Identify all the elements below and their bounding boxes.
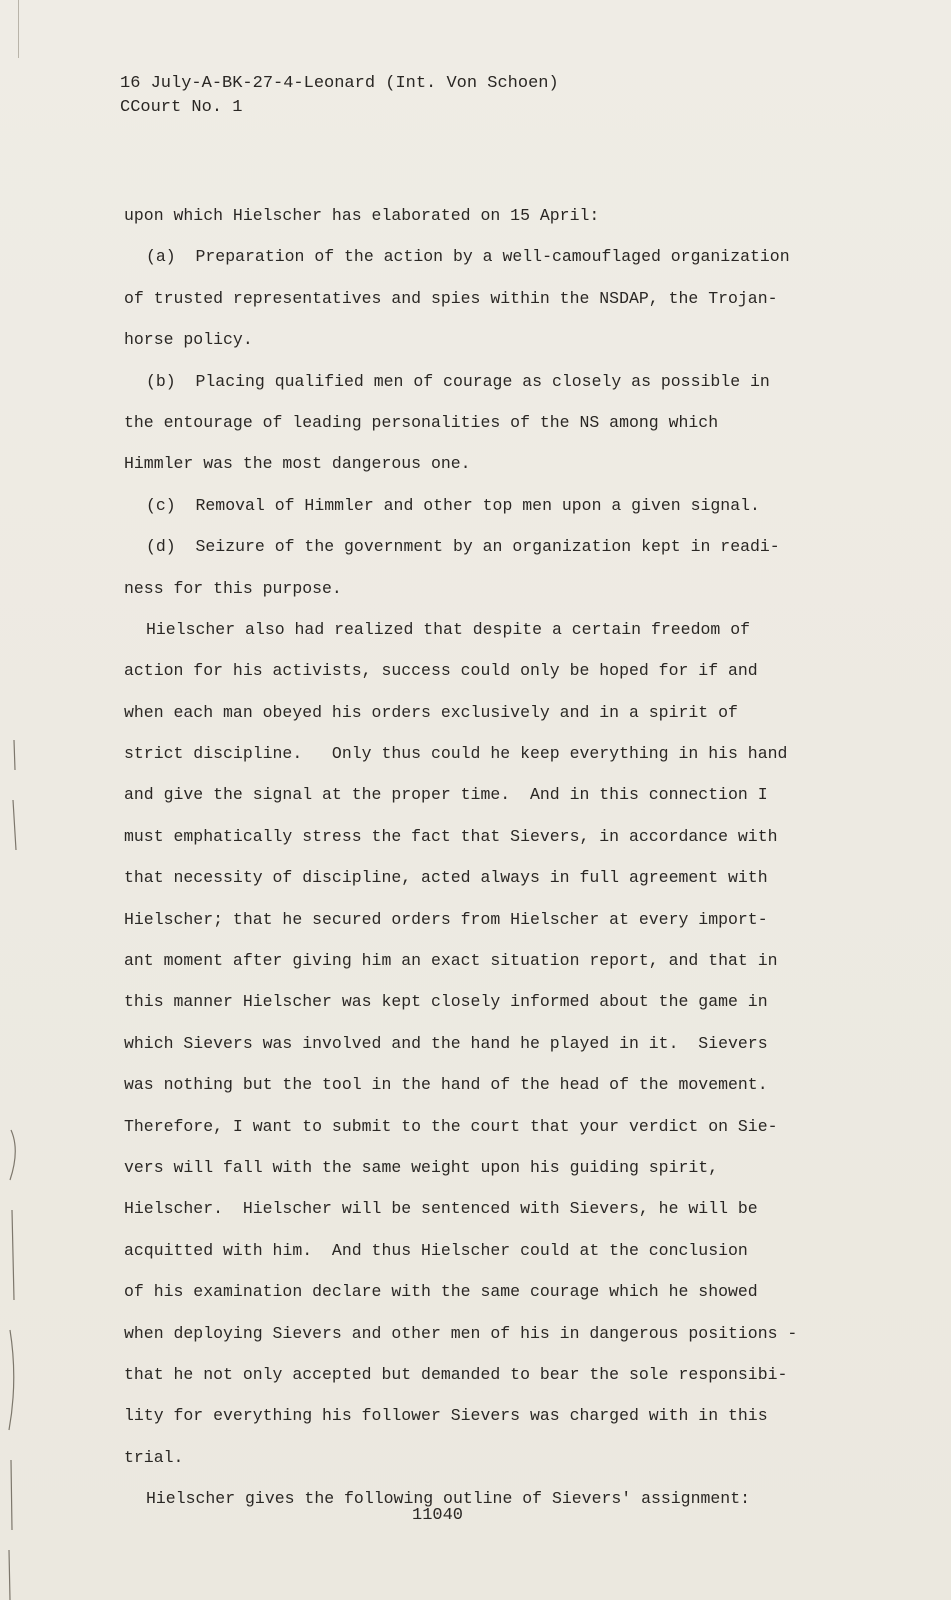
- text-line: Hielscher also had realized that despite a certain freedom of: [146, 619, 750, 639]
- text-line: when deploying Sievers and other men of his in dangerous positions -: [124, 1323, 798, 1343]
- text-line: ant moment after giving him an exact situation report, and that in: [124, 951, 778, 971]
- text-line: trial.: [124, 1447, 184, 1467]
- text-line: the entourage of leading personalities of the NS among which: [124, 412, 719, 432]
- text-line: Himmler was the most dangerous one.: [124, 454, 471, 474]
- document-header: [120, 72, 559, 120]
- text-line: which Sievers was involved and the hand he played in it. Sievers: [124, 1033, 768, 1053]
- text-line: strict discipline. Only thus could he keep everything in his hand: [124, 744, 788, 764]
- text-line: vers will fall with the same weight upon his guiding spirit,: [124, 1157, 719, 1177]
- text-line: (d) Seizure of the government by an organization kept in readi-: [146, 537, 780, 557]
- text-line: action for his activists, success could only be hoped for if and: [124, 661, 758, 681]
- text-line: when each man obeyed his orders exclusively and in a spirit of: [124, 702, 738, 722]
- text-line: Hielscher; that he secured orders from Hielscher at every import-: [124, 909, 768, 929]
- text-line: that he not only accepted but demanded to bear the sole responsibi-: [124, 1364, 788, 1384]
- text-line: lity for everything his follower Sievers was charged with in this: [124, 1406, 768, 1426]
- text-line: (b) Placing qualified men of courage as closely as possible in: [146, 371, 770, 391]
- text-line: of trusted representatives and spies within the NSDAP, the Trojan-: [124, 288, 778, 308]
- text-line: of his examination declare with the same courage which he showed: [124, 1282, 758, 1302]
- fold-line: [18, 0, 19, 58]
- binding-edge-mark: [0, 740, 24, 1600]
- text-line: this manner Hielscher was kept closely informed about the game in: [124, 992, 768, 1012]
- text-line: (a) Preparation of the action by a well-camouflaged organization: [146, 247, 790, 267]
- text-line: Hielscher gives the following outline of Sievers' assignment:: [146, 1489, 750, 1509]
- page-number: 11040: [412, 1506, 464, 1525]
- text-line: upon which Hielscher has elaborated on 15 April:: [124, 206, 600, 225]
- text-line: and give the signal at the proper time. And in this connection I: [124, 785, 768, 805]
- header-line-2: CCourt No. 1: [120, 98, 243, 117]
- header-line-1: 16 July-A-BK-27-4-Leonard (Int. Von Schoen): [120, 74, 559, 93]
- text-line: was nothing but the tool in the hand of the head of the movement.: [124, 1075, 768, 1095]
- text-line: horse policy.: [124, 330, 253, 350]
- text-line: Hielscher. Hielscher will be sentenced with Sievers, he will be: [124, 1199, 758, 1219]
- text-line: acquitted with him. And thus Hielscher could at the conclusion: [124, 1240, 748, 1260]
- text-line: must emphatically stress the fact that Sievers, in accordance with: [124, 826, 778, 846]
- text-line: ness for this purpose.: [124, 578, 342, 598]
- document-body: [124, 195, 824, 1520]
- text-line: Therefore, I want to submit to the court that your verdict on Sie-: [124, 1116, 778, 1136]
- text-line: (c) Removal of Himmler and other top men upon a given signal.: [146, 495, 760, 515]
- text-line: that necessity of discipline, acted always in full agreement with: [124, 868, 768, 888]
